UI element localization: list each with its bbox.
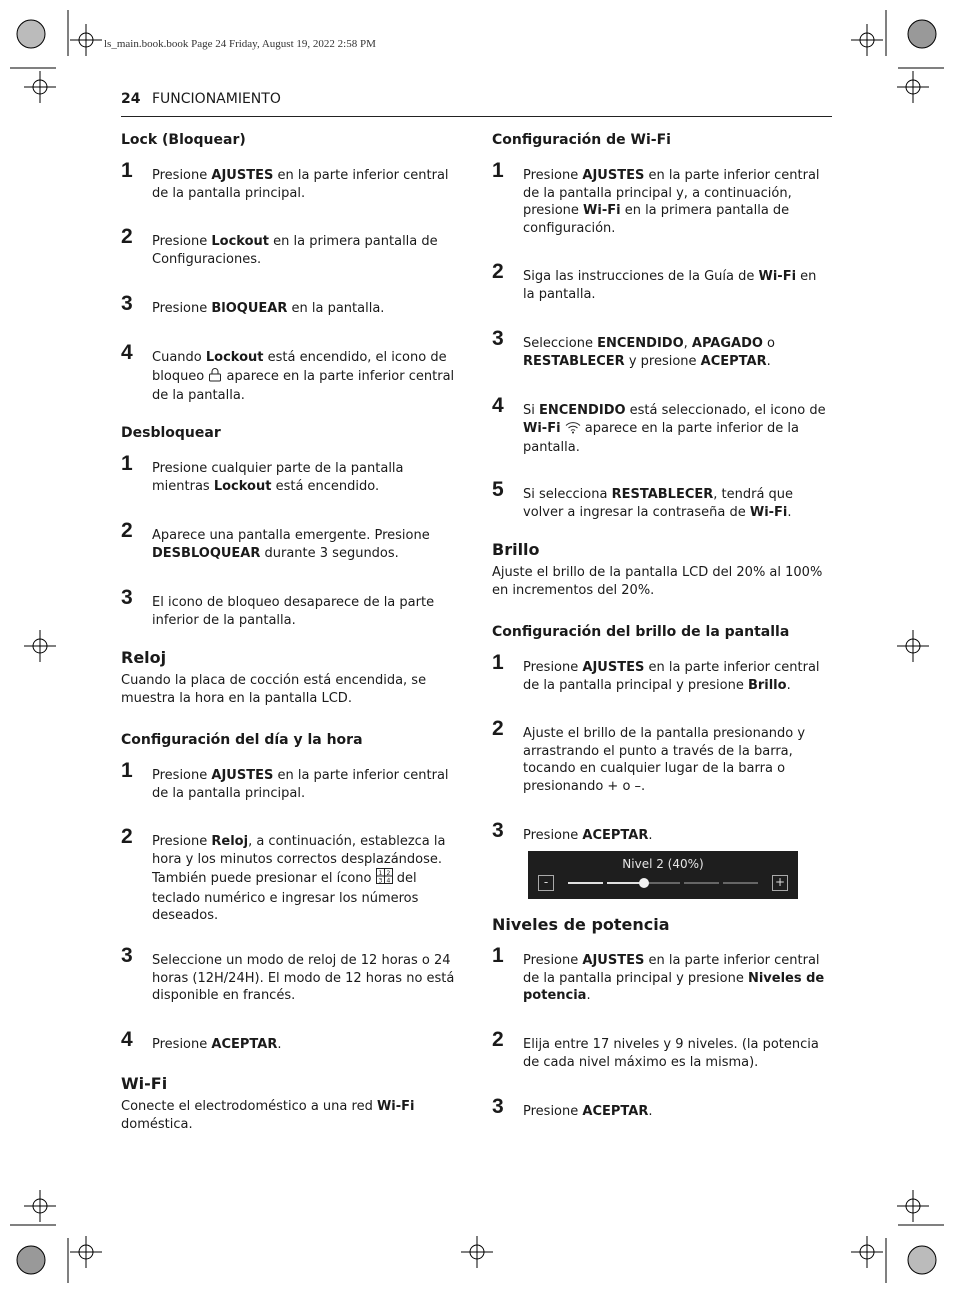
bold-term: Brillo [747,677,787,693]
bold-term: AJUSTES [211,168,274,183]
brightness-intro: Ajuste el brillo de la pantalla LCD del 20% al 100% en incrementos del 20%. [492,565,823,598]
step-text: Presione ACEPTAR. [523,1104,653,1119]
bold-term: ENCENDIDO [597,336,684,351]
brightness-level-label: Nivel 2 (40%) [622,857,704,871]
clock-title: Reloj [121,648,167,667]
section-title: FUNCIONAMIENTO [152,91,281,107]
bold-term: Wi-Fi [523,420,561,436]
step-number: 4 [121,341,133,364]
step-number: 2 [121,225,133,248]
slider-segment [723,882,758,884]
step-number: 3 [121,292,133,315]
bold-term: Wi-Fi [376,1099,415,1114]
brightness-slider-panel [528,851,798,899]
step-text: Presione Reloj, a continuación, establezca la hora y los minutos correctos desplazándose. También puede presionar el ícono 1 2 3 4 del teclado numérico e ingresar los números deseados. [152,834,446,924]
step-number: 3 [492,327,504,350]
step-text: Seleccione ENCENDIDO, APAGADO o RESTABLECER y presione ACEPTAR. [523,336,776,369]
step-number: 2 [121,519,133,542]
step-text: Presione Lockout en la primera pantalla de Configuraciones. [152,234,438,267]
keypad-icon [376,868,393,890]
step-text: Si selecciona RESTABLECER, tendrá que volver a ingresar la contraseña de Wi-Fi. [523,487,794,520]
bold-term: AJUSTES [582,168,645,183]
step-text: El icono de bloqueo desaparece de la parte inferior de la pantalla. [152,595,435,628]
step-text: Presione AJUSTES en la parte inferior central de la pantalla principal y, a continuación, presione Wi-Fi en la primera pantalla de configuración. [523,168,820,236]
step-text: Ajuste el brillo de la pantalla presionando y arrastrando el punto a través de la barra, tocando en cualquier lugar de la barra o presionando + o –. [523,726,806,794]
slider-segment [684,882,719,884]
bold-term: ACEPTAR [582,828,649,843]
svg-text:1: 1 [378,869,382,877]
bold-term: AJUSTES [582,953,645,968]
step-text: Siga las instrucciones de la Guía de Wi-Fi en la pantalla. [523,269,817,302]
bold-term: APAGADO [691,336,763,351]
unlock-title: Desbloquear [121,425,221,441]
wifi-config-title: Configuración de Wi-Fi [492,132,671,148]
step-number: 1 [492,159,504,182]
bold-term: BlOQUEAR [211,301,288,316]
step-text: Aparece una pantalla emergente. Presione DESBLOQUEAR durante 3 segundos. [152,528,430,561]
svg-text:4: 4 [386,877,390,885]
lock-icon [208,367,222,388]
brightness-config-title: Configuración del brillo de la pantalla [492,624,790,640]
bold-term: DESBLOQUEAR [152,545,261,561]
bold-term: AJUSTES [211,768,274,783]
page-number: 24 [121,91,141,107]
bold-term: Reloj [211,834,249,849]
step-text: Presione ACEPTAR. [523,828,653,843]
bold-term: Lockout [213,478,272,494]
bold-term: Wi-Fi [758,269,797,284]
step-number: 4 [492,394,504,417]
step-number: 4 [121,1028,133,1051]
step-number: 5 [492,478,504,501]
step-number: 3 [121,586,133,609]
step-text: Presione BlOQUEAR en la pantalla. [152,301,385,316]
step-number: 1 [492,651,504,674]
step-text: Cuando Lockout está encendido, el icono de bloqueo aparece en la parte inferior central de la pantalla. [152,350,455,404]
bold-term: Lockout [211,234,270,249]
svg-text:3: 3 [378,877,382,885]
bold-term: ENCENDIDO [539,403,626,418]
step-number: 1 [121,759,133,782]
page-header [121,90,832,117]
step-text: Presione AJUSTES en la parte inferior central de la pantalla principal. [152,168,449,201]
wifi-icon [565,421,581,440]
bold-term: Niveles de potencia [523,970,825,1004]
bold-term: ACEPTAR [211,1037,278,1052]
step-number: 2 [492,717,504,740]
print-header: ls_main.book.book Page 24 Friday, August 19, 2022 2:58 PM [104,38,376,50]
wifi-title: Wi-Fi [121,1074,168,1093]
step-text: Seleccione un modo de reloj de 12 horas o 24 horas (12H/24H). El modo de 12 horas no está disponible en francés. [152,953,455,1004]
brightness-track[interactable] [568,882,758,884]
decrease-button[interactable]: - [538,875,554,891]
power-title: Niveles de potencia [492,915,670,934]
slider-segment [568,882,603,884]
bold-term: RESTABLECER [611,487,714,502]
step-text: Presione cualquier parte de la pantalla mientras Lockout está encendido. [152,461,404,494]
lock-title: Lock (Bloquear) [121,132,246,148]
brightness-title: Brillo [492,540,540,559]
step-number: 3 [121,944,133,967]
bold-term: ACEPTAR [582,1104,649,1119]
step-number: 1 [121,452,133,475]
svg-text:2: 2 [386,869,390,877]
step-number: 1 [121,159,133,182]
bold-term: Wi-Fi [749,504,788,520]
step-text: Presione AJUSTES en la parte inferior central de la pantalla principal y presione Niveles de potencia. [523,953,825,1004]
step-text: Presione ACEPTAR. [152,1037,282,1052]
step-text: Si ENCENDIDO está seleccionado, el icono de Wi-Fi aparece en la parte inferior de la pantalla. [523,403,826,456]
step-number: 2 [121,825,133,848]
step-number: 2 [492,260,504,283]
step-number: 3 [492,819,504,842]
step-text: Elija entre 17 niveles y 9 niveles. (la potencia de cada nivel máximo es la misma). [523,1037,819,1070]
increase-button[interactable]: + [772,875,788,891]
bold-term: ACEPTAR [700,353,767,369]
bold-term: Wi-Fi [583,203,621,219]
step-text: Presione AJUSTES en la parte inferior central de la pantalla principal. [152,768,449,801]
bold-term: RESTABLECER [523,353,625,369]
slider-segment [646,882,681,884]
clock-intro: Cuando la placa de cocción está encendida, se muestra la hora en la pantalla LCD. [121,673,427,706]
step-number: 3 [492,1095,504,1118]
wifi-intro: Conecte el electrodoméstico a una red Wi-Fi doméstica. [121,1099,415,1132]
step-number: 1 [492,944,504,967]
slider-handle[interactable] [639,878,649,888]
bold-term: Lockout [205,350,264,365]
daytime-title: Configuración del día y la hora [121,732,363,748]
step-text: Presione AJUSTES en la parte inferior central de la pantalla principal y presione Brillo. [523,660,820,693]
bold-term: AJUSTES [582,660,645,675]
step-number: 2 [492,1028,504,1051]
slider-segment [607,882,642,884]
